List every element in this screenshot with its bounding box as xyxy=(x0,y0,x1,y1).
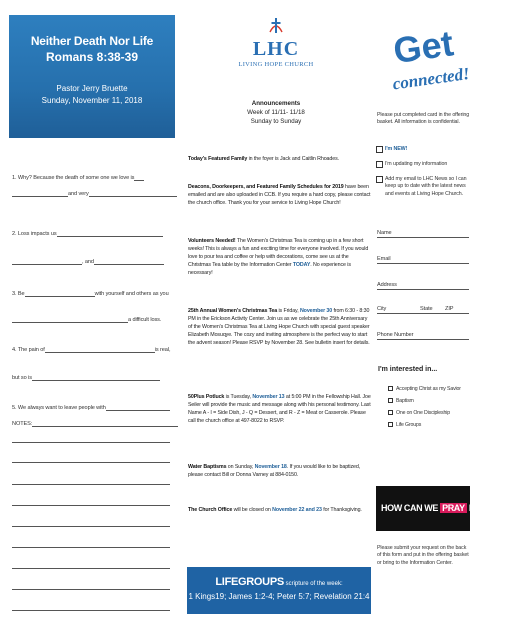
announcement-item: Volunteers Needed! The Women's Christmas Tea is coming up in a few short weeks! This is always a fun and exciting time for everyone involved. If you would love to pour tea and coffee or help with decorations, come see us at the Christmas Tea table by the Information Center TODAY. No experience is necessary! xyxy=(188,238,369,276)
get-connected-logo xyxy=(388,22,471,94)
lifegroups-caption: scripture of the week: xyxy=(285,581,343,587)
checkbox-box[interactable] xyxy=(388,410,393,415)
name-field[interactable] xyxy=(377,237,469,238)
city-state-zip-field[interactable] xyxy=(377,313,469,314)
announcement-item: Water Baptisms on Sunday, November 18. If you would like to be baptized, please contact Bill or Donna Varney at 884-0150. xyxy=(188,464,361,478)
announcements-header xyxy=(224,99,328,126)
announcement-item: 50Plus Potluck is Tuesday, November 13 at 5:00 PM in the Fellowship Hall. Joe Seiler will provide the music and message along with his personal testimony. Last Name A - I = Side Dish, J - Q = Dessert, and R - Z = Meat or Casserole. Please call the church office at 497-8022 to RSVP. xyxy=(188,394,371,424)
announcements-week: Week of 11/11- 11/18 xyxy=(247,109,305,116)
sermon-title: Neither Death Nor Life xyxy=(30,34,154,48)
notes-line xyxy=(12,589,170,590)
announcement-item: Today's Featured Family in the foyer is Jack and Caitlin Rhoades. xyxy=(188,156,340,162)
interest-option[interactable]: Accepting Christ as my Savior xyxy=(388,386,461,392)
prayer-banner-lead: HOW CAN WE xyxy=(381,503,438,513)
notes-line xyxy=(12,610,170,611)
announcements-range: Sunday to Sunday xyxy=(250,118,302,125)
get-connected-tagline: connected! xyxy=(391,63,471,94)
notes-line xyxy=(12,505,170,506)
note-question-5: 5. We always want to leave people with xyxy=(12,404,170,411)
checkbox-box[interactable] xyxy=(388,386,393,391)
announcement-item: 25th Annual Women's Christmas Tea is Friday, November 30 from 6:30 - 8:30 PM in the Erickson Activity Center. Join us as we celebrate the 25th Anniversary of the Women's Christmas Tea at Living Hope Church with special guest speaker Elizabeth Mosuqye. The cozy and inviting atmosphere is the perfect way to start the advent season! Please RSVP by November 28. See bulletin insert for details. xyxy=(188,308,370,346)
note-question-3: 3. Be with yourself and others as you xyxy=(12,291,169,297)
interest-option[interactable]: Baptism xyxy=(388,398,414,404)
sermon-notes-column xyxy=(0,0,178,630)
announcements-title: Announcements xyxy=(251,100,301,107)
phone-field-label: Phone Number xyxy=(377,332,414,338)
notes-line xyxy=(12,526,170,527)
connect-intro: Please put completed card in the offering basket. All information is confidential. xyxy=(377,112,470,126)
lifegroups-box xyxy=(187,567,371,614)
email-field[interactable] xyxy=(377,263,469,264)
notes-line xyxy=(12,568,170,569)
note-question-1-cont: and very xyxy=(12,190,177,197)
notes-line xyxy=(12,442,170,443)
state-field-label: State xyxy=(420,306,433,312)
checkbox-new[interactable]: I'm NEW! xyxy=(376,146,472,154)
interest-title: I'm interested in... xyxy=(378,366,438,373)
sermon-date: Sunday, November 11, 2018 xyxy=(41,96,143,105)
church-name: LIVING HOPE CHURCH xyxy=(238,61,314,68)
notes-label: NOTES: xyxy=(12,420,178,427)
checkbox-box[interactable] xyxy=(388,398,393,403)
checkbox-box[interactable] xyxy=(376,146,383,153)
prayer-instructions: Please submit your request on the back of this form and put in the offering basket or bring to the Information Center. xyxy=(377,545,469,566)
email-field-label: Email xyxy=(377,256,391,262)
church-logo-letters: LHC xyxy=(252,38,300,60)
checkbox-box[interactable] xyxy=(388,422,393,427)
note-question-4-cont: but so is xyxy=(12,374,160,381)
note-question-2-cont: , and xyxy=(12,258,164,265)
lifegroups-brand: LIFEGROUPS xyxy=(215,576,284,588)
announcement-item: The Church Office will be closed on November 22 and 23 for Thanksgiving. xyxy=(188,507,362,513)
checkbox-box[interactable] xyxy=(376,161,383,168)
notes-line xyxy=(12,547,170,548)
notes-line xyxy=(12,484,170,485)
prayer-banner-tail: FOR YOU? xyxy=(468,503,512,513)
note-question-2: 2. Loss impacts us xyxy=(12,230,163,237)
sermon-pastor: Pastor Jerry Bruette xyxy=(56,84,128,93)
prayer-banner-highlight: PRAY xyxy=(442,503,465,513)
prayer-banner xyxy=(376,486,512,531)
interest-option[interactable]: One on One Discipleship xyxy=(388,410,450,416)
note-question-4: 4. The pain of is real, xyxy=(12,347,171,353)
checkbox-box[interactable] xyxy=(376,176,383,183)
announcement-item: Deacons, Doorkeepers, and Featured Family Schedules for 2019 have been emailed and are also uploaded in CCB. If you require a hard copy, please contact the church office. Thank you for your service to Living Hope Church! xyxy=(188,184,371,206)
address-field[interactable] xyxy=(377,289,469,290)
zip-field-label: ZIP xyxy=(445,306,454,312)
notes-line xyxy=(12,462,170,463)
city-field-label: City xyxy=(377,306,387,312)
get-connected-word: Get xyxy=(390,22,456,72)
sermon-reference: Romans 8:38-39 xyxy=(45,50,139,64)
phone-field[interactable] xyxy=(377,339,469,340)
address-field-label: Address xyxy=(377,282,397,288)
name-field-label: Name xyxy=(377,230,392,236)
cross-icon xyxy=(256,18,296,34)
note-question-1: 1. Why? Because the death of some one we love is xyxy=(12,174,144,181)
checkbox-newsletter[interactable]: Add my email to LHC News so I can keep up to date with the latest news and events at Living Hope Church. xyxy=(376,176,472,208)
checkbox-updating[interactable]: I'm updating my information xyxy=(376,161,472,169)
lifegroups-verses: 1 Kings19; James 1:2-4; Peter 5:7; Revelation 21:4 xyxy=(188,592,370,601)
sermon-header xyxy=(9,15,175,138)
interest-option[interactable]: Life Groups xyxy=(388,422,421,428)
note-question-3-cont: a difficult loss. xyxy=(12,316,161,323)
church-logo xyxy=(236,18,316,68)
